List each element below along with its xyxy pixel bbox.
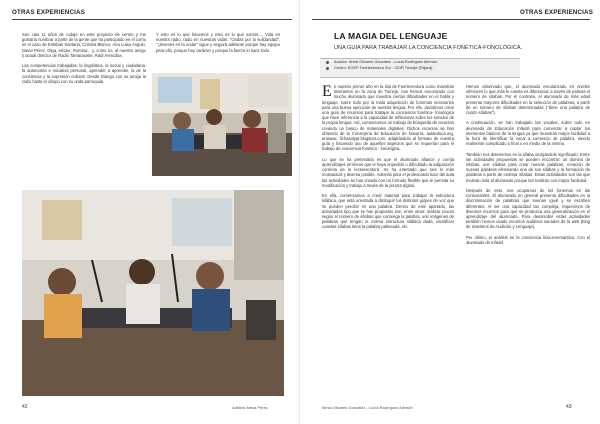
right-page-header: OTRAS EXPERIENCIAS [520,9,594,16]
left-page-header: OTRAS EXPERIENCIAS [12,9,86,16]
radio-studio-photo-1 [152,73,292,176]
right-page-footer: Ilenia Olivares González - Lucía Rodríguez Alemán [322,405,413,410]
author-box [320,58,520,78]
drop-cap: E [322,83,332,100]
right-header-rule [312,19,590,20]
paragraph: Lo que se ha pretendido es que el alumnado afiance y corrija aprendizajes erróneos que le haya impedido o dificultado la adquisición correcta de la lectoescritura. Se ha intentado que sea lo más motivadora y diversa posible. Además para el profesorado tutor del aula las actividades se han creado con un formato flexible que le permita su modificación y trabajo a través de la pizarra digital. [322,156,454,188]
right-page-number: 43 [566,404,572,410]
photo-illustration [152,73,292,176]
left-page-number: 42 [22,404,28,410]
bullet-icon [326,67,329,70]
left-column-1 [22,32,146,89]
paragraph: Las competencias trabajadas: la lingüística, la social y ciudadana, la autonomía e iniciativa personal, aprender a aprender, la de la conciencia y la expresión cultural. Desde Diango con su amiga la radio hasta el olisipo con su onda parroquial. [22,63,146,84]
paragraph: A continuación, se han trabajado las vocales, sobre todo en alumnado de Educación Infantil para comenzar a captar los elementos básicos de la lengua ya que muestran mayor facilidad a la hora de identificar la vocal a comienzo de palabra, siendo realmente complicado a final o en medio de la misma. [466,120,590,147]
paragraph: En nuestro primer año en la isla de Fuerteventura como maestras itinerantes en la zona de Tuineje, nos hemos encontrado con mucho alumnado que muestra ciertas dificultades en el habla y lenguaje, sobre todo por la mala adquisición de fonemas necesarios para una buena ejecución de nuestra lengua. Por ello, decidimos crear una guía de recursos para trabajar la conciencia fonética- fonológica que hace referencia a la capacidad de reflexionar sobre los sonidos de la propia lengua. Así, comenzamos un trabajo de búsqueda de recursos creando un banco de materiales digitales. Dichos recursos se han obtenido de la Consejería de Educación de Navarra, aulaeduca.org, arasaac, fichasalypt.blogspot.com, adaptándolo al formato de nuestra guía y haciendo uso de aquellos aspectos que se requerían para el trabajo de conciencia fonética - fonológica. [322,83,454,152]
photo-illustration [22,190,284,396]
article-title: LA MAGIA DEL LENGUAJE [334,31,448,41]
radio-studio-photo-2 [22,190,284,396]
paragraph: Hemos observado que, el alumnado escolarizado en niveles inferiores lo que más le cuesta es diferenciar a través de palmas el número de sílabas. Por el contrario, el alumnado de más edad presenta mayores dificultades en la selección de palabras, a partir de un número de sílabas determinadas ("dime una palabra de cuatro sílabas"). [466,84,590,116]
paragraph: Después de esto, nos ocupamos de los fonemas en las consonantes. El alumnado en general presenta dificultades en la discriminación de palabras que suenan igual y se escriben diferentes. Al ser una capacidad tan compleja, requerimos de diversos recursos para que se produzca una generalización en el aprendizaje del alumnado. Para desarrollar estas actividades también hemos usado recursos auditivos sacados de la web (blog de maestros de Audición y Lenguaje). [466,188,590,230]
left-column-2 [156,32,280,58]
paragraph: También nos detenemos en la sílaba otorgándole significado. Entre las actividades propuestas se pueden encontrar: un dominó de sílabas, unir sílabas para crear nuevas palabras, creación de nuevas palabras eliminando una de sus sílabas y la formación de palabras a partir de ordenar sílabas. Estas actividades son las que motivan más al alumnado porque las realizan con mayor facilidad. [466,151,590,183]
left-header-rule [12,19,292,20]
right-column-1 [322,84,454,235]
paragraph: Por último, el análisis en la conciencia léxica-semántica. Con el alumnado de Infantil [466,234,590,246]
paragraph: Son casi 11 años de rodaje en este proyecto de centro y me gustaría nombrar a parte de la gente que ha participado en el como es el caso de Esteban Santana, Cristina Blanco, Ana Luisa Angulo, David Pérez, Olga, Héctor, Romina... y, como no, al nuestro amigo y actual director de Radio Tamaraceite, Raúl Arencibia. [22,32,146,58]
bullet-icon [326,61,329,64]
paragraph: En ella, comenzamos a crear material para trabajar la estructura silábica, que está orientada a distinguir los distintos golpes de voz que se pueden percibir en una palabra. Dentro de este apartado, las actividades tipo que se han propuesto son, entre otras: realizar cruces según el número de sílabas que contenga la palabra, unir imágenes de palabras que tengan la misma estructura silábica dada, identificar cuantas sílabas tiene la palabra palmeada, etc. [322,193,454,230]
article-subtitle: UNA GUÍA PARA TRABAJAR LA CONCIENCIA FONÉTICA-FONOLÓGICA. [334,45,523,51]
paragraph: Y esto es lo que hacemos y esto es lo que somos.... Vida en nuestra radio, radio en nuestras vidas. "Ondas por la solidaridad", "¡Jóvenes en la onda!" sigue y seguirá adelante porque hay equipo para ello, porque hay carácter y porque la fuerza lo hace todo. [156,32,280,53]
left-page-footer: Adelina Mesa Pérez [232,405,268,410]
author-line: Autoría: Ilenia Olivares González - Lucía Rodríguez Alemán. [320,59,520,65]
center-line: Centro: EOEP Fuerteventura Sur - CEIR Tuineje (Pájara). [320,65,520,71]
right-column-2 [466,84,590,250]
